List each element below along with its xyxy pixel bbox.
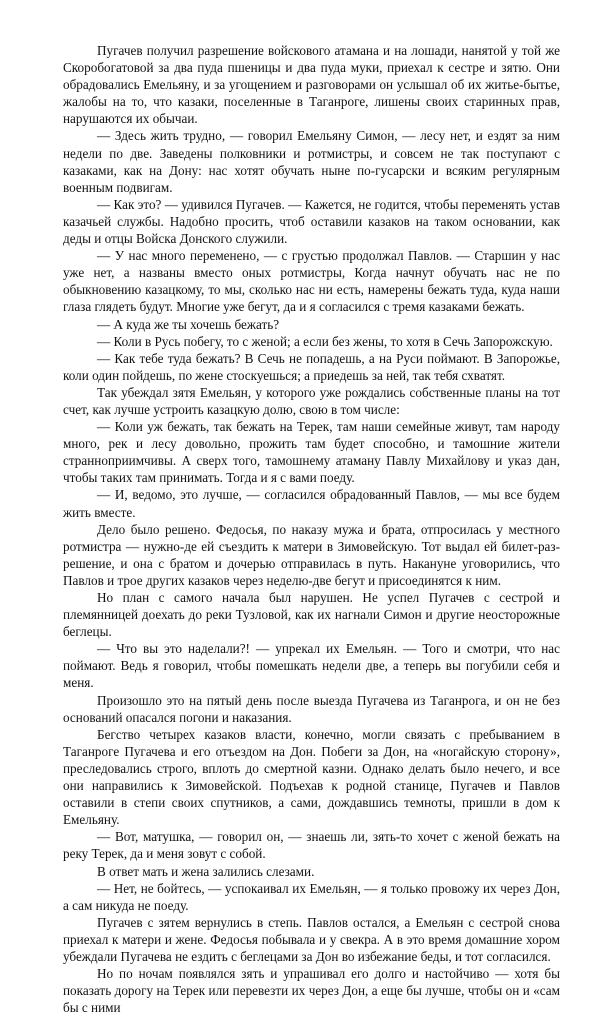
paragraph: — Коли в Русь побегу, то с женой; а если без жены, то хотя в Сечь Запорожскую. [97, 333, 553, 349]
paragraph: — Как тебе туда бежать? В Сечь не попадешь, а на Руси поймают. В Запорожье, коли один пойдешь, по жене стоскуешься; а приедешь за ней, так тебя схватят. [63, 350, 560, 383]
paragraph: — Здесь жить трудно, — говорил Емельяну Симон, — лесу нет, и ездят за ним недели по две. Заведены полковники и ротмистры, и совсем не так поступают с казаками, как на Дону: нас хотят обучать ныне по-гусарски и всяким регулярным военным подвигам. [63, 128, 560, 195]
paragraph: — У нас много переменено, — с грустью продолжал Павлов. — Старшин у нас уже нет, а названы вместо оных ротмистры, Когда начнут обучать нас не по обыкновению казацкому, то мы, сколько нас ни есть, намерены бежать туда, куда наши глаза глядеть будут. Многие уже бегут, да и я согласился с тремя казаками бежать. [63, 248, 560, 315]
paragraph: — Что вы это наделали?! — упрекал их Емельян. — Того и смотри, что нас поймают. Ведь я говорил, чтобы помешкать недели две, а теперь вы погубили себя и меня. [63, 641, 560, 691]
paragraph: — Коли уж бежать, так бежать на Терек, там наши семейные живут, там народу много, рек и лесу довольно, прожить там будет способно, и тамошние жители странноприимчивы. А сверх того, тамошнему атаману Павлу Михайлову и указ дан, чтобы таких там принимать. Тогда и я с вами поеду. [63, 419, 560, 486]
paragraph: — Как это? — удивился Пугачев. — Кажется, не годится, чтобы переменять устав казачьей службы. Надобно просить, чтоб оставили казаков на таком основании, как деды и отцы Войска Донского служили. [63, 196, 560, 247]
paragraph: Бегство четырех казаков власти, конечно, могли связать с пребыванием в Таганроге Пугачева и его отъездом на Дон. Побеги за Дон, на «ногайскую сторону», преследовались строго, вплоть до смертной казни. Однако делать было нечего, и все они направились к Зимовейской. Подъехав к родной станице, Пугачев и Павлов оставили в степи своих спутников, а сами, дождавшись темноты, пришли в дом к Емельяну. [63, 726, 560, 828]
paragraph: Пугачев с зятем вернулись в степь. Павлов остался, а Емельян с сестрой снова приехал к матери и жене. Федосья побывала и у свекра. А в это время домашние хором убеждали Пугачева не ездить с беглецами за Дон во избежание беды, и тот согласился. [63, 914, 560, 964]
paragraph: Но план с самого начала был нарушен. Не успел Пугачев с сестрой и племянницей доехать до реки Тузловой, как их нагнали Симон и другие неосторожные беглецы. [63, 590, 560, 640]
paragraph: Так убеждал зятя Емельян, у которого уже рождались собственные планы на тот счет, как лучше устроить казацкую долю, свою в том числе: [63, 384, 560, 417]
paragraph: — Нет, не бойтесь, — успокаивал их Емельян, — я только провожу их через Дон, а сам никуда не поеду. [63, 880, 560, 913]
paragraph: — И, ведомо, это лучше, — согласился обрадованный Павлов, — мы все будем жить вместе. [63, 487, 560, 520]
paragraph: Произошло это на пятый день после выезда Пугачева из Таганрога, и он не без оснований опасался погони и наказания. [63, 692, 560, 725]
paragraph: — А куда же ты хочешь бежать? [97, 316, 280, 332]
paragraph: Дело было решено. Федосья, по наказу мужа и брата, отпросилась у местного ротмистра — нужно-де ей съездить к матери в Зимовейскую. Тот выдал ей билет-раз-решение, и она с братом и дочерью отправилась в путь. Накануне уговорились, что Павлов и трое других казаков через неделю-две бегут и присоединятся к ним. [63, 521, 560, 588]
paragraph: — Вот, матушка, — говорил он, — знаешь ли, зять-то хочет с женой бежать на реку Терек, да и меня зовут с собой. [63, 829, 560, 862]
paragraph: Пугачев получил разрешение войскового атамана и на лошади, нанятой у той же Скоробогатовой за два пуда пшеницы и два пуда муки, приехал к сестре и зятю. Они обрадовались Емельяну, и за угощением и разговорами он услышал об их житье-бытье, жалобы на то, что казаки, поселенные в Таганроге, лишены своих старинных прав, нарушаются их обычаи. [63, 43, 560, 127]
paragraph: В ответ мать и жена залились слезами. [97, 863, 315, 879]
paragraph: Но по ночам появлялся зять и упрашивал его долго и настойчиво — хотя бы показать дорогу на Терек или перевезти их через Дон, а еще бы лучше, чтобы он и «сам бы с ними [63, 966, 560, 1016]
